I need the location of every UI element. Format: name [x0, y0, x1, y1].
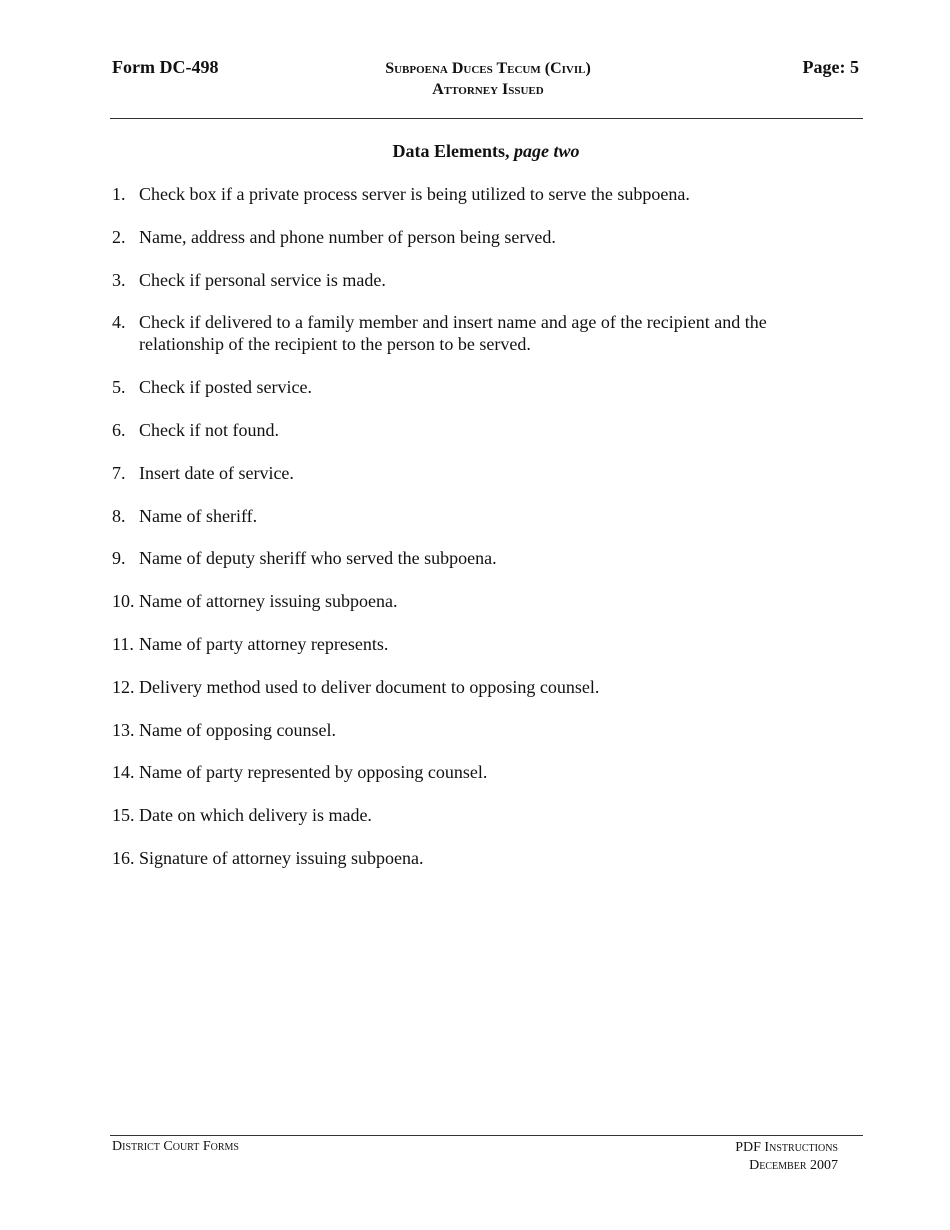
item-number: 15.	[112, 805, 135, 826]
item-number: 8.	[112, 505, 126, 526]
list-item	[112, 719, 832, 741]
header-divider	[110, 118, 863, 119]
item-number: 2.	[112, 226, 126, 247]
list-item	[112, 419, 832, 441]
item-text: Name of party attorney represents.	[139, 633, 389, 654]
list-item	[112, 761, 832, 783]
item-text: Signature of attorney issuing subpoena.	[139, 847, 424, 868]
page-number: Page: 5	[802, 57, 859, 77]
item-number: 9.	[112, 548, 126, 569]
item-text: Delivery method used to deliver document to opposing counsel.	[139, 676, 600, 697]
item-text: Check if posted service.	[139, 377, 312, 398]
item-number: 16.	[112, 847, 135, 868]
item-text: Date on which delivery is made.	[139, 805, 372, 826]
list-item	[112, 847, 832, 869]
section-title-main: Data Elements,	[392, 141, 510, 161]
document-title-line2: Attorney Issued	[432, 81, 544, 98]
item-number: 10.	[112, 591, 135, 612]
form-id: Form DC-498	[112, 57, 219, 77]
item-number: 12.	[112, 676, 135, 697]
footer-right	[735, 1139, 838, 1175]
footer-left: District Court Forms	[112, 1139, 239, 1154]
item-text: Name of attorney issuing subpoena.	[139, 591, 398, 612]
list-item	[112, 804, 832, 826]
item-text: Check box if a private process server is being utilized to serve the subpoena.	[139, 184, 690, 204]
list-item	[112, 462, 832, 484]
list-item	[112, 269, 832, 291]
section-title	[0, 141, 950, 162]
item-text: Check if delivered to a family member and insert name and age of the recipient and the relationship of the recipient to the person to be served.	[139, 312, 767, 355]
data-elements-list	[112, 183, 832, 890]
document-title-line1: Subpoena Duces Tecum (Civil)	[385, 60, 591, 77]
item-number: 5.	[112, 377, 126, 398]
item-text: Check if personal service is made.	[139, 269, 386, 290]
list-item	[112, 226, 832, 248]
list-item	[112, 505, 832, 527]
item-text: Insert date of service.	[139, 462, 294, 483]
item-number: 4.	[112, 312, 126, 333]
item-text: Name, address and phone number of person being served.	[139, 226, 556, 247]
footer-divider	[110, 1135, 863, 1136]
item-number: 7.	[112, 462, 126, 483]
item-number: 13.	[112, 719, 135, 740]
item-text: Name of party represented by opposing counsel.	[139, 762, 488, 783]
list-item	[112, 676, 832, 698]
list-item	[112, 547, 832, 569]
footer-right-line2: December 2007	[749, 1158, 838, 1173]
item-text: Check if not found.	[139, 419, 279, 440]
item-number: 6.	[112, 419, 126, 440]
list-item	[112, 590, 832, 612]
item-number: 3.	[112, 269, 126, 290]
item-number: 14.	[112, 762, 135, 783]
section-title-sub: page two	[513, 141, 580, 161]
list-item	[112, 183, 832, 205]
item-text: Name of opposing counsel.	[139, 719, 336, 740]
footer-right-line1: PDF Instructions	[735, 1140, 838, 1155]
item-number: 11.	[112, 633, 134, 654]
item-text: Name of deputy sheriff who served the subpoena.	[139, 548, 497, 569]
list-item	[112, 633, 832, 655]
item-text: Name of sheriff.	[139, 505, 258, 526]
list-item	[112, 311, 832, 355]
item-number: 1.	[112, 184, 126, 204]
list-item	[112, 376, 832, 398]
